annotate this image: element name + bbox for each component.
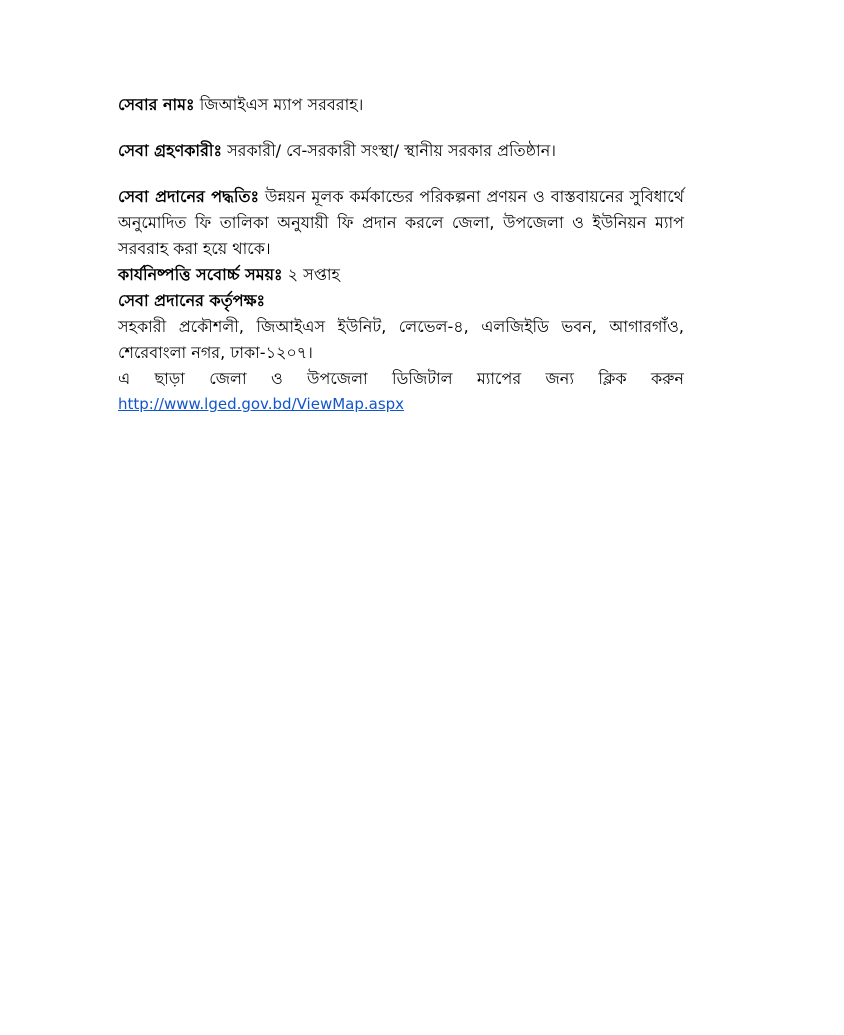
digital-map-line	[118, 366, 684, 392]
recipients-value: সরকারী/ বে-সরকারী সংস্থা/ স্থানীয় সরকার প্রতিষ্ঠান।	[227, 141, 556, 160]
method-row	[118, 184, 684, 262]
digital-map-word: জন্য	[545, 369, 574, 388]
max-time-row	[118, 262, 684, 288]
max-time-label: কার্যনিষ্পত্তি সবোর্চ্চ সময়ঃ	[118, 265, 283, 284]
digital-map-word: ডিজিটাল	[392, 369, 453, 388]
digital-map-word: ম্যাপের	[476, 369, 522, 388]
max-time-value: ২ সপ্তাহ	[287, 265, 340, 284]
service-name-value: জিআইএস ম্যাপ সরবরাহ।	[199, 95, 364, 114]
digital-map-word: জেলা	[209, 369, 247, 388]
digital-map-word: এ	[118, 369, 131, 388]
authority-heading	[118, 288, 684, 314]
digital-map-word: ছাড়া	[154, 369, 185, 388]
recipients-label: সেবা গ্রহণকারীঃ	[118, 141, 222, 160]
digital-map-word: ক্লিক	[598, 369, 627, 388]
service-name-row	[118, 92, 684, 118]
view-map-link[interactable]: http://www.lged.gov.bd/ViewMap.aspx	[118, 395, 405, 413]
service-document	[118, 92, 684, 416]
digital-map-word: উপজেলা	[307, 369, 368, 388]
method-value: উন্নয়ন মূলক কর্মকান্ডের পরিকল্পনা প্রণয়ন ও বাস্তবায়নের সুবিধার্থে অনুমোদিত ফি তালিকা অনুযায়ী ফি প্রদান করলে জেলা, উপজেলা ও ইউনিয়ন ম্যাপ সরবরাহ করা হয়ে থাকে।	[118, 187, 684, 258]
service-name-label: সেবার নামঃ	[118, 95, 195, 114]
authority-label: সেবা প্রদানের কর্তৃপক্ষঃ	[118, 291, 266, 310]
digital-map-word: করুন	[650, 369, 684, 388]
method-label: সেবা প্রদানের পদ্ধতিঃ	[118, 187, 260, 206]
digital-map-word: ও	[270, 369, 283, 388]
recipients-row	[118, 138, 684, 164]
authority-address: সহকারী প্রকৌশলী, জিআইএস ইউনিট, লেভেল-৪, এলজিইডি ভবন, আগারগাঁও, শেরেবাংলা নগর, ঢাকা-১২০৭।	[118, 317, 684, 362]
